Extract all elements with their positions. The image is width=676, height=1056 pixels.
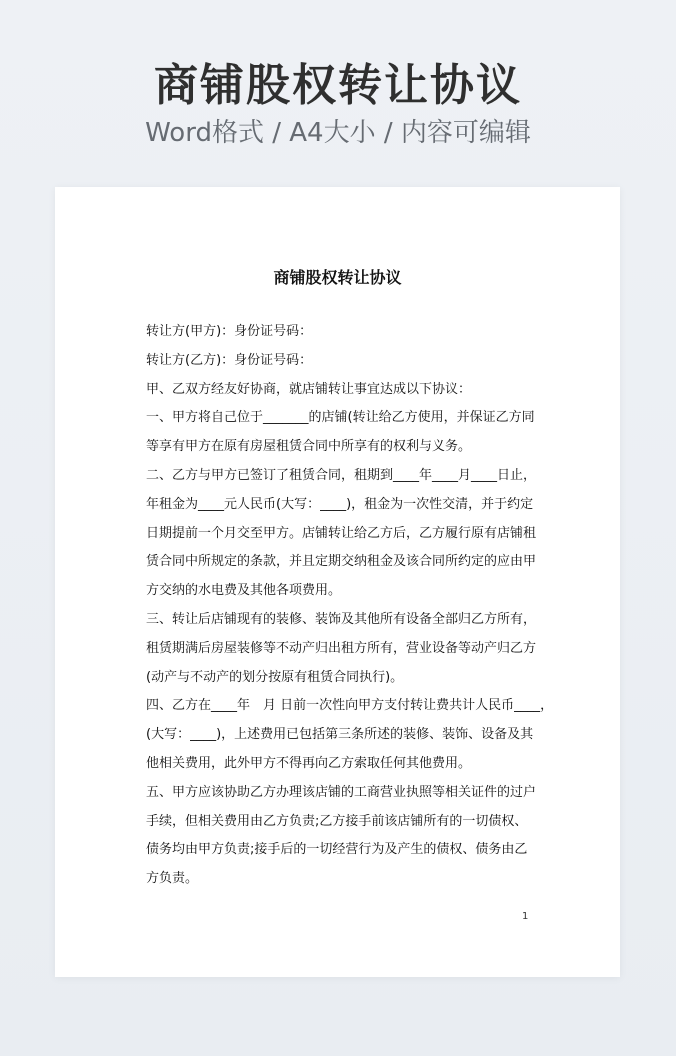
document-line: 方交纳的水电费及其他各项费用。: [146, 583, 342, 599]
page-title: 商铺股权转让协议: [154, 60, 522, 111]
document-line: 转让方(甲方)：身份证号码：: [146, 324, 313, 339]
document-line: 日期提前一个月交至甲方。店铺转让给乙方后，乙方履行原有店铺租: [146, 525, 537, 541]
document-line: 债务均由甲方负责;接手后的一切经营行为及产生的债权、债务由乙: [146, 842, 528, 858]
document-line: 一、甲方将自己位于_______的店铺(转让给乙方使用，并保证乙方同: [146, 410, 535, 426]
header-banner: [0, 0, 676, 186]
document-line: 等享有甲方在原有房屋租赁合同中所享有的权利与义务。: [146, 439, 472, 455]
document-line: 甲、乙双方经友好协商，就店铺转让事宜达成以下协议：: [146, 381, 472, 397]
document-line: 四、乙方在____年 月 日前一次性向甲方支付转让费共计人民币____，: [146, 698, 554, 714]
page-subtitle: Word格式 / A4大小 / 内容可编辑: [145, 118, 531, 148]
document-line: 年租金为____元人民币(大写：____)，租金为一次性交清，并于约定: [146, 496, 534, 512]
document-title: 商铺股权转让协议: [273, 268, 402, 287]
document-line: 手续，但相关费用由乙方负责;乙方接手前该店铺所有的一切债权、: [146, 813, 528, 829]
document-line: 转让方(乙方)：身份证号码：: [146, 352, 313, 368]
document-line: (大写：____)，上述费用已包括第三条所述的装修、装饰、设备及其: [146, 727, 534, 743]
document-line: 方负责。: [146, 871, 199, 887]
document-line: 二、乙方与甲方已签订了租赁合同，租期到____年____月____日止，: [146, 467, 537, 483]
document-body: [146, 318, 554, 894]
document-line: 五、甲方应该协助乙方办理该店铺的工商营业执照等相关证件的过户: [146, 784, 537, 800]
document-line: 三、转让后店铺现有的装修、装饰及其他所有设备全部归乙方所有，: [146, 611, 537, 627]
document-line: 租赁期满后房屋装修等不动产归出租方所有，营业设备等动产归乙方: [146, 640, 537, 656]
document-page: [55, 187, 620, 977]
page-number: 1: [522, 911, 529, 922]
document-line: 他相关费用，此外甲方不得再向乙方索取任何其他费用。: [146, 755, 472, 771]
document-line: (动产与不动产的划分按原有租赁合同执行)。: [146, 669, 404, 685]
document-line: 赁合同中所规定的条款，并且定期交纳租金及该合同所约定的应由甲: [146, 554, 537, 570]
